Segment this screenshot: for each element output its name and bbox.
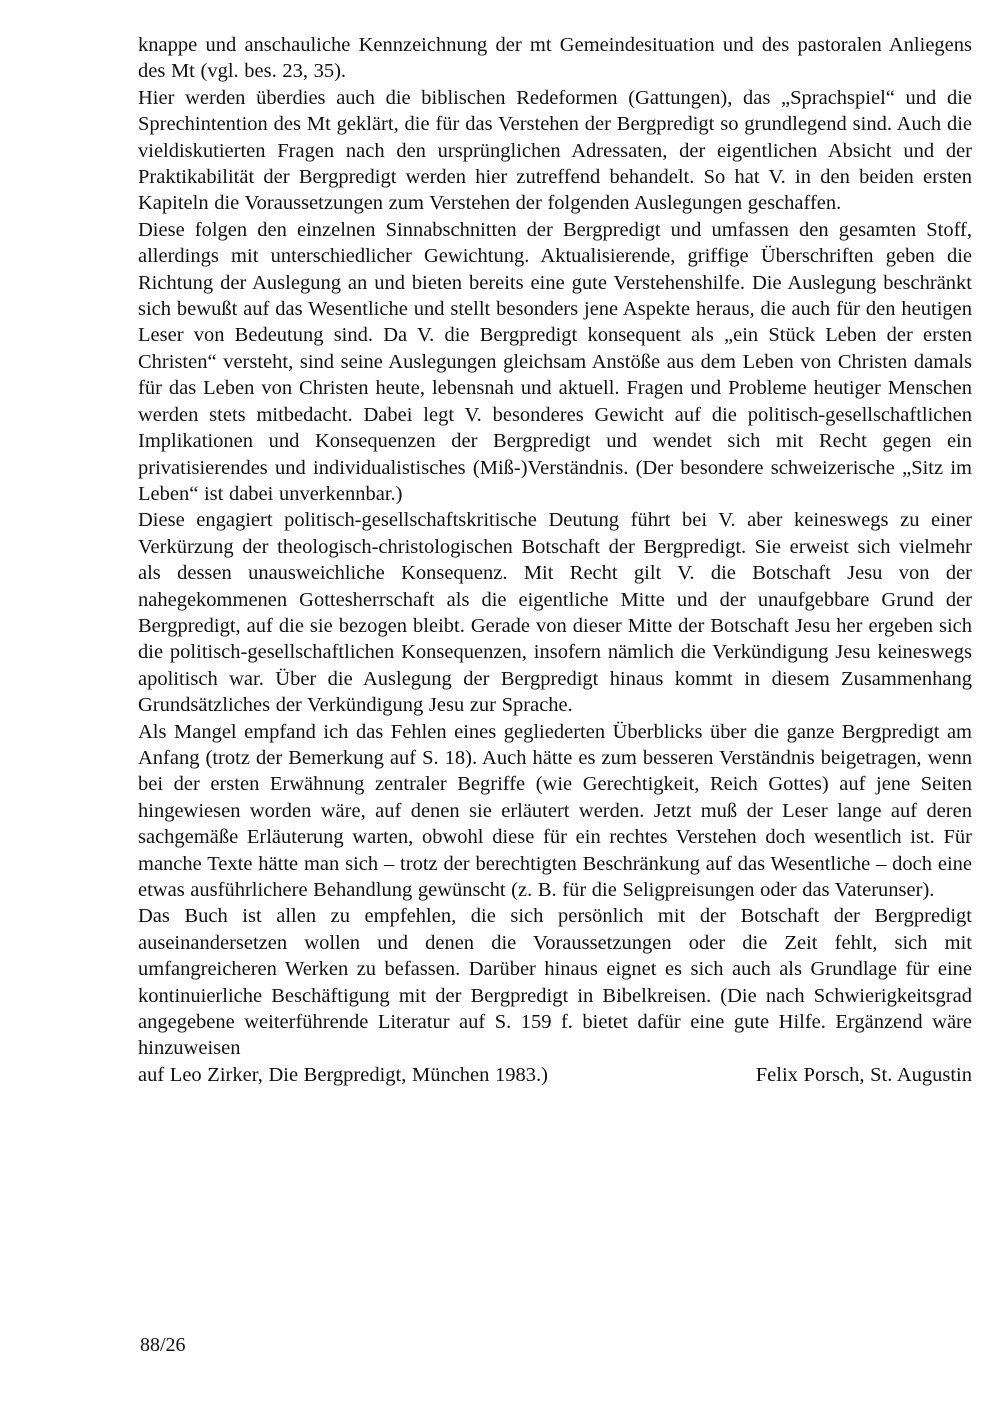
- closing-reference: auf Leo Zirker, Die Bergpredigt, München 1983.): [138, 1063, 548, 1086]
- review-text: [138, 32, 972, 1088]
- paragraph-2: Hier werden überdies auch die biblischen Redeformen (Gattungen), das „Sprachspiel“ und die Sprechintention des Mt geklärt, die für das Verstehen der Bergpredigt so grundlegend sind. Auch die vieldiskutierten Fragen nach den ursprünglichen Adressaten, der eigentlichen Absicht und der Praktikabilität der Bergpredigt werden hier zutreffend behandelt. So hat V. in den beiden ersten Kapiteln die Voraussetzungen zum Verstehen der folgenden Auslegungen geschaffen.: [138, 86, 972, 215]
- author-signature: Felix Porsch, St. Augustin: [755, 1063, 972, 1086]
- paragraph-6: Das Buch ist allen zu empfehlen, die sich persönlich mit der Botschaft der Bergpredigt auseinandersetzen wollen und denen die Voraussetzungen oder die Zeit fehlt, sich mit umfangreicheren Werken zu befassen. Darüber hinaus eignet es sich auch als Grundlage für eine kontinuierliche Beschäftigung mit der Bergpredigt in Bibelkreisen. (Die nach Schwierigkeitsgrad angegebene weiterführende Literatur auf S. 159 f. bietet dafür eine gute Hilfe. Ergänzend wäre hinzuweisen: [138, 905, 972, 1060]
- closing-line: [138, 1062, 972, 1088]
- paragraph-4: Diese engagiert politisch-gesellschaftskritische Deutung führt bei V. aber keineswegs zu einer Verkürzung der theologisch-christologischen Botschaft der Bergpredigt. Sie erweist sich vielmehr als dessen unausweichliche Konsequenz. Mit Recht gilt V. die Botschaft Jesu von der nahegekommenen Gottesherrschaft als die eigentliche Mitte und der unaufgebbare Grund der Bergpredigt, auf die sie bezogen bleibt. Gerade von dieser Mitte der Botschaft Jesu her ergeben sich die politisch-gesellschaftlichen Konsequenzen, insofern nämlich die Verkündigung Jesu keineswegs apolitisch war. Über die Auslegung der Bergpredigt hinaus kommt in diesem Zusammenhang Grundsätzliches der Verkündigung Jesu zur Sprache.: [138, 509, 972, 717]
- paragraph-5: Als Mangel empfand ich das Fehlen eines gegliederten Überblicks über die ganze Bergpredigt am Anfang (trotz der Bemerkung auf S. 18). Auch hätte es zum besseren Verständnis beigetragen, wenn bei der ersten Erwähnung zentraler Begriffe (wie Gerechtigkeit, Reich Gottes) auf jene Seiten hingewiesen worden wäre, auf denen sie erläutert werden. Jetzt muß der Leser lange auf deren sachgemäße Erläuterung warten, obwohl diese für ein rechtes Verstehen doch wesentlich ist. Für manche Texte hätte man sich – trotz der berechtigten Beschränkung auf das Wesentliche – doch eine etwas ausführlichere Behandlung gewünscht (z. B. für die Seligpreisungen oder das Vaterunser).: [138, 720, 972, 901]
- paragraph-3: Diese folgen den einzelnen Sinnabschnitten der Bergpredigt und umfassen den gesamten Stoff, allerdings mit unterschiedlicher Gewichtung. Aktualisierende, griffige Überschriften geben die Richtung der Auslegung an und bieten bereits eine gute Verstehenshilfe. Die Auslegung beschränkt sich bewußt auf das Wesentliche und stellt besonders jene Aspekte heraus, die auch für den heutigen Leser von Bedeutung sind. Da V. die Bergpredigt konsequent als „ein Stück Leben der ersten Christen“ versteht, sind seine Auslegungen gleichsam Anstöße aus dem Leben von Christen damals für das Leben von Christen heute, lebensnah und aktuell. Fragen und Probleme heutiger Menschen werden stets mitbedacht. Dabei legt V. besonderes Gewicht auf die politisch-gesellschaftlichen Implikationen und Konsequenzen der Bergpredigt und wendet sich mit Recht gegen ein privatisierendes und individualistisches (Miß-)Verständnis. (Der besondere schweizerische „Sitz im Leben“ ist dabei unverkennbar.): [138, 218, 972, 505]
- paragraph-1: knappe und anschauliche Kennzeichnung der mt Gemeindesituation und des pastoralen Anliegens des Mt (vgl. bes. 23, 35).: [138, 34, 972, 83]
- page-number: 88/26: [140, 1334, 186, 1356]
